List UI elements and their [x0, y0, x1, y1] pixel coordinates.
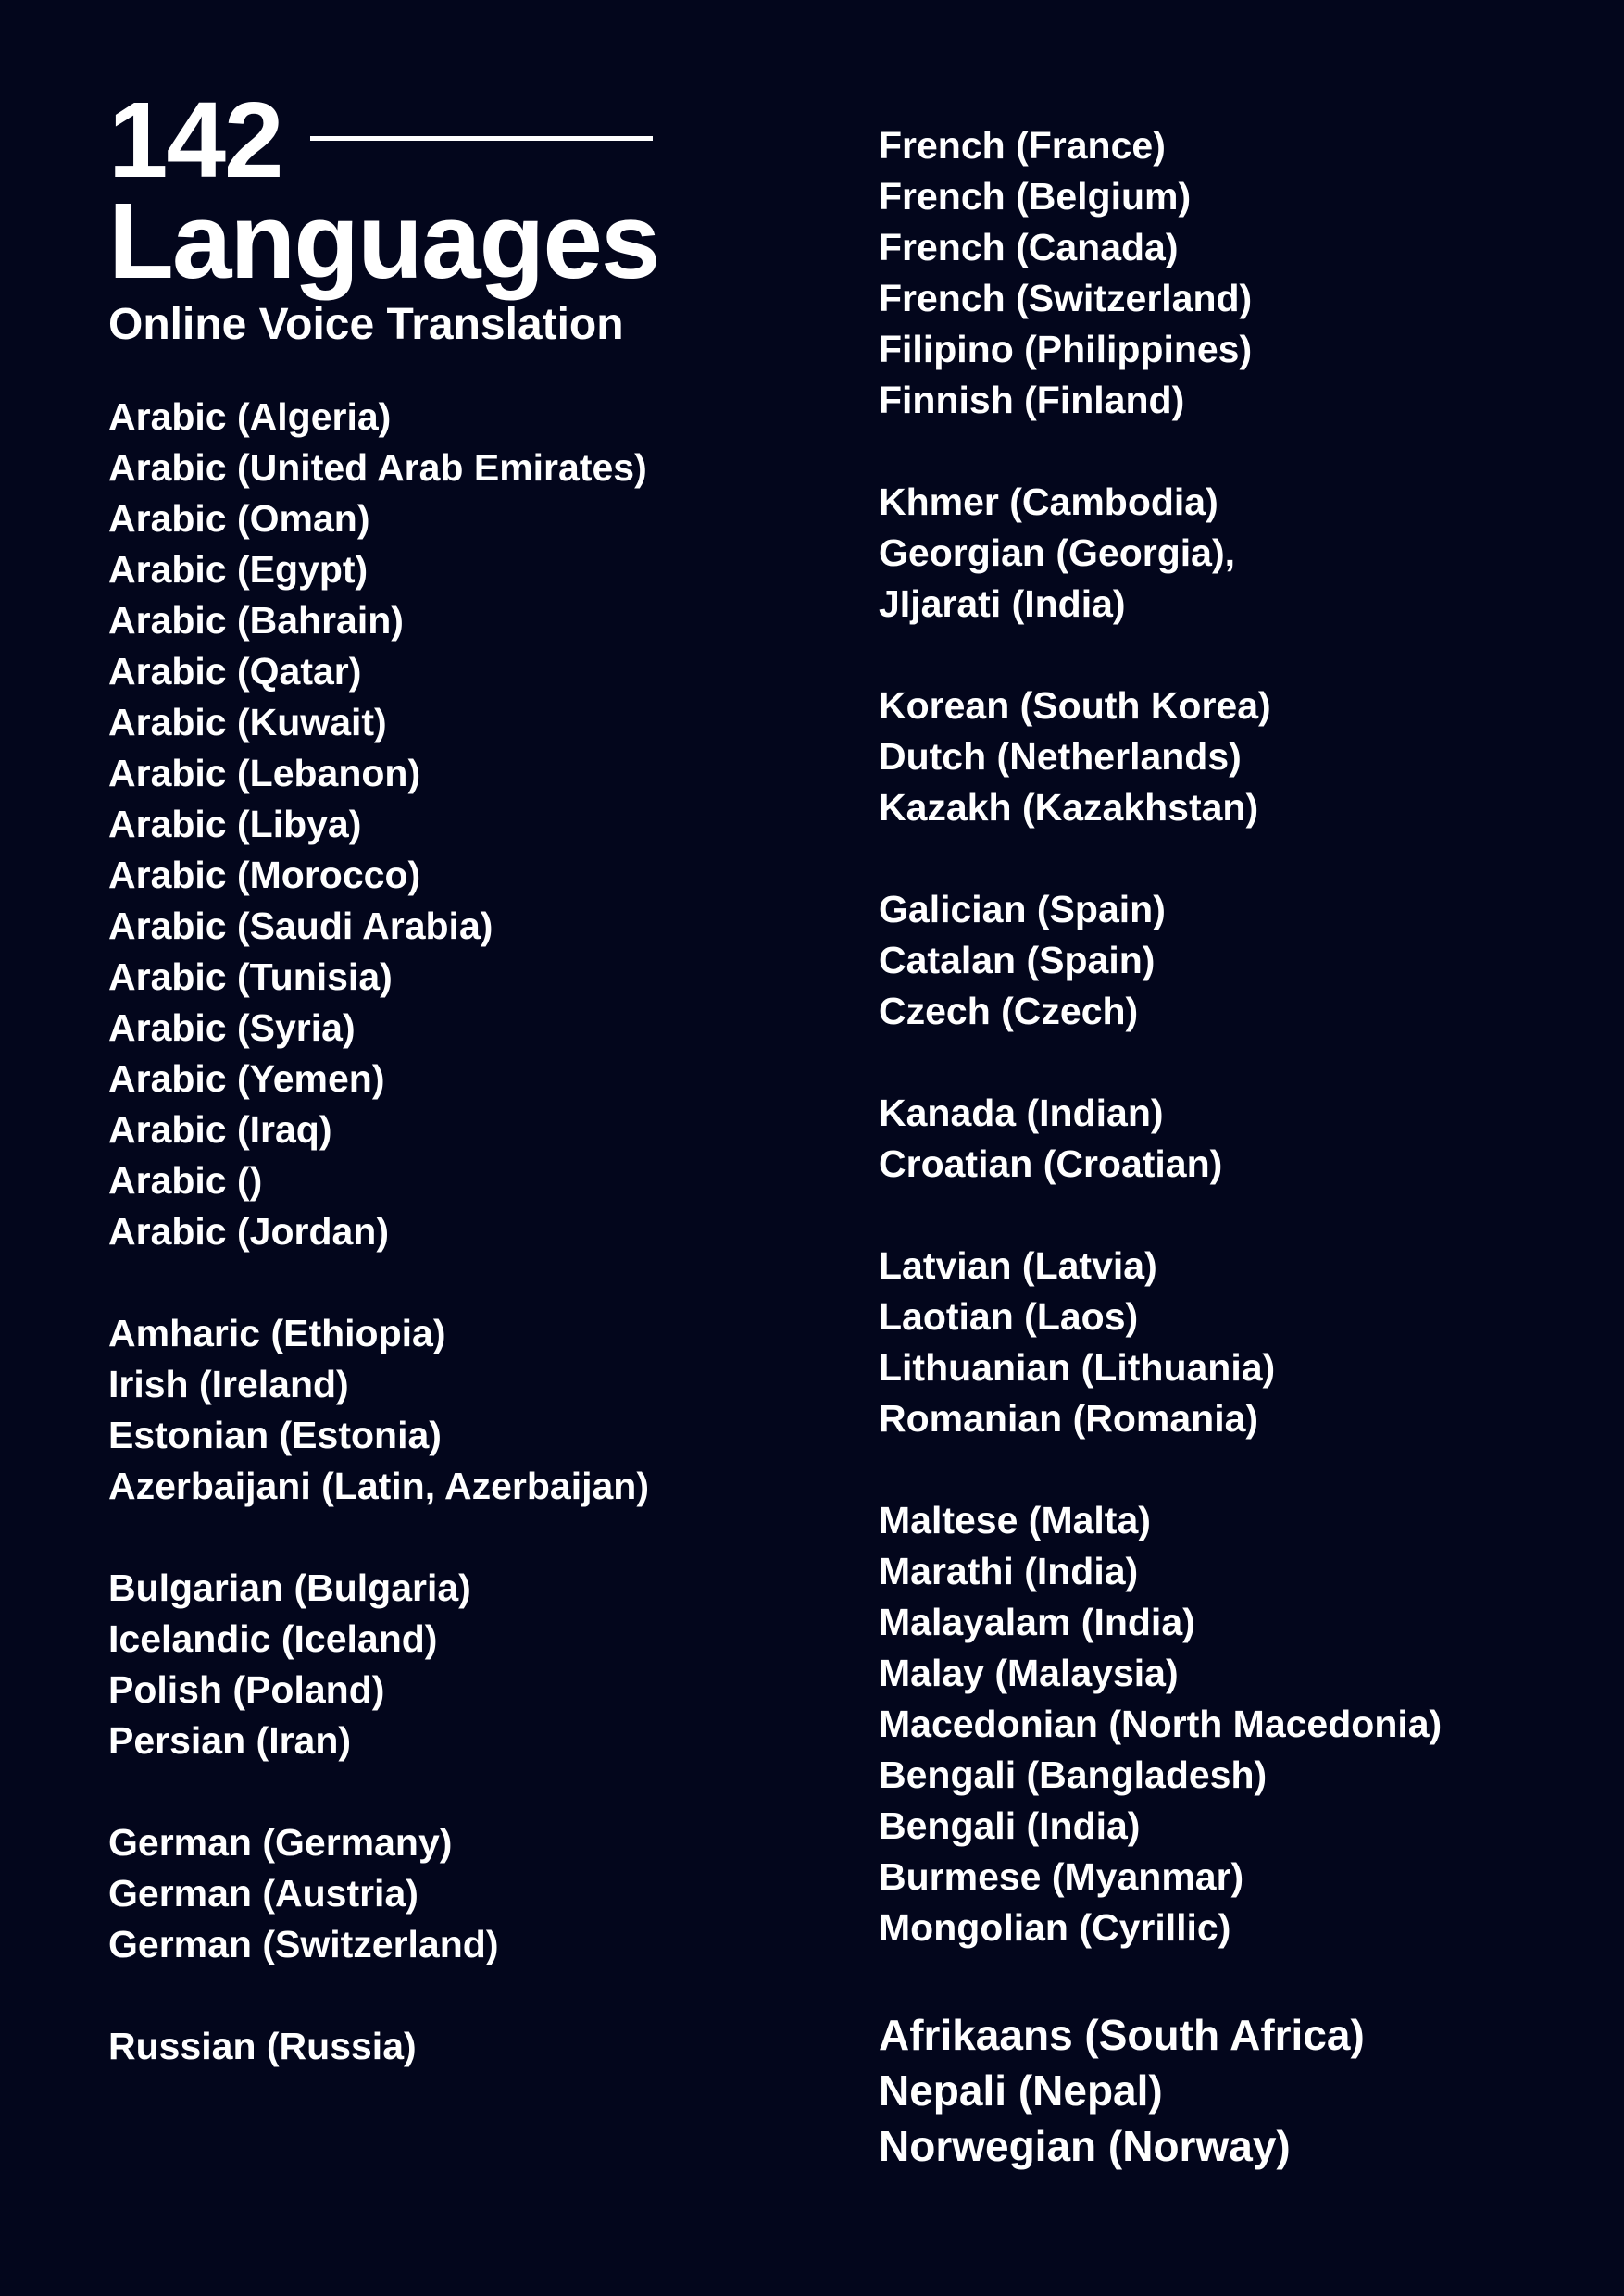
language-item: Irish (Ireland) — [108, 1363, 349, 1405]
language-item: Galician (Spain) — [879, 888, 1166, 930]
language-item: Estonian (Estonia) — [108, 1414, 442, 1456]
language-item: Arabic (Tunisia) — [108, 955, 393, 998]
language-item: German (Germany) — [108, 1821, 453, 1864]
language-item: Croatian (Croatian) — [879, 1142, 1223, 1185]
language-group — [879, 1088, 1601, 1190]
language-item: Czech (Czech) — [879, 990, 1139, 1032]
language-item: Arabic (United Arab Emirates) — [108, 446, 647, 489]
language-item: Afrikaans (South Africa) — [879, 2011, 1365, 2059]
language-count: 142 — [108, 80, 282, 200]
language-item: Finnish (Finland) — [879, 379, 1185, 421]
language-item: Persian (Iran) — [108, 1719, 352, 1762]
language-item: Amharic (Ethiopia) — [108, 1312, 446, 1354]
language-group — [879, 477, 1601, 630]
language-item: Marathi (India) — [879, 1550, 1139, 1592]
language-item: Catalan (Spain) — [879, 939, 1156, 981]
language-item: Arabic (Yemen) — [108, 1057, 385, 1100]
language-group — [879, 1495, 1601, 1953]
language-item: Dutch (Netherlands) — [879, 735, 1242, 778]
language-item: Macedonian (North Macedonia) — [879, 1703, 1443, 1745]
language-item: Maltese (Malta) — [879, 1499, 1151, 1541]
language-group — [879, 680, 1601, 833]
language-item: Norwegian (Norway) — [879, 2122, 1291, 2170]
language-item: Icelandic (Iceland) — [108, 1617, 438, 1660]
left-column — [108, 80, 849, 2072]
language-item: Malay (Malaysia) — [879, 1652, 1179, 1694]
language-item: Russian (Russia) — [108, 2025, 417, 2067]
language-item: Korean (South Korea) — [879, 684, 1271, 727]
language-item: Filipino (Philippines) — [879, 328, 1253, 370]
language-item: Arabic (Saudi Arabia) — [108, 905, 493, 947]
language-item: Azerbaijani (Latin, Azerbaijan) — [108, 1465, 649, 1507]
language-group — [108, 1308, 849, 1512]
language-item: French (Belgium) — [879, 175, 1192, 218]
language-item: French (France) — [879, 124, 1166, 167]
language-item: Polish (Poland) — [108, 1668, 385, 1711]
language-item: Arabic (Iraq) — [108, 1108, 332, 1151]
language-item: JIjarati (India) — [879, 582, 1126, 625]
language-item: Arabic (Egypt) — [108, 548, 369, 591]
language-item: Arabic (Kuwait) — [108, 701, 387, 743]
language-group — [108, 1817, 849, 1970]
language-item: Malayalam (India) — [879, 1601, 1195, 1643]
language-item: Arabic (Bahrain) — [108, 599, 404, 642]
language-item: Laotian (Laos) — [879, 1295, 1139, 1338]
language-group — [108, 2021, 849, 2072]
heading-count-row — [108, 80, 849, 200]
language-item: Georgian (Georgia), — [879, 531, 1235, 574]
language-group — [879, 2007, 1601, 2174]
heading-rule-line — [310, 136, 653, 141]
language-group — [879, 120, 1601, 426]
language-group — [108, 392, 849, 1257]
right-column — [879, 120, 1601, 2174]
language-item: Nepali (Nepal) — [879, 2066, 1163, 2115]
language-item: Arabic (Jordan) — [108, 1210, 389, 1253]
language-item: Kanada (Indian) — [879, 1092, 1164, 1134]
language-item: Arabic (Morocco) — [108, 854, 421, 896]
page-subtitle: Online Voice Translation — [108, 300, 624, 349]
language-item: Lithuanian (Lithuania) — [879, 1346, 1276, 1389]
language-item: Kazakh (Kazakhstan) — [879, 786, 1259, 829]
language-item: Arabic (Lebanon) — [108, 752, 421, 794]
left-language-groups — [108, 392, 849, 2072]
language-item: Mongolian (Cyrillic) — [879, 1906, 1231, 1949]
language-item: French (Canada) — [879, 226, 1179, 268]
language-item: French (Switzerland) — [879, 277, 1253, 319]
language-item: Khmer (Cambodia) — [879, 480, 1218, 523]
language-item: German (Switzerland) — [108, 1923, 499, 1965]
language-item: Arabic () — [108, 1159, 263, 1202]
language-item: Burmese (Myanmar) — [879, 1855, 1244, 1898]
language-item: Latvian (Latvia) — [879, 1244, 1157, 1287]
language-item: Romanian (Romania) — [879, 1397, 1259, 1440]
language-item: Bengali (Bangladesh) — [879, 1753, 1268, 1796]
language-item: Bulgarian (Bulgaria) — [108, 1566, 471, 1609]
page-title: Languages — [108, 181, 659, 301]
language-item: Bengali (India) — [879, 1804, 1141, 1847]
language-group — [879, 884, 1601, 1037]
language-group — [879, 1241, 1601, 1444]
language-item: Arabic (Oman) — [108, 497, 370, 540]
language-item: Arabic (Libya) — [108, 803, 362, 845]
language-item: Arabic (Algeria) — [108, 395, 392, 438]
language-item: German (Austria) — [108, 1872, 418, 1915]
language-group — [108, 1563, 849, 1766]
language-item: Arabic (Syria) — [108, 1006, 356, 1049]
language-item: Arabic (Qatar) — [108, 650, 362, 693]
